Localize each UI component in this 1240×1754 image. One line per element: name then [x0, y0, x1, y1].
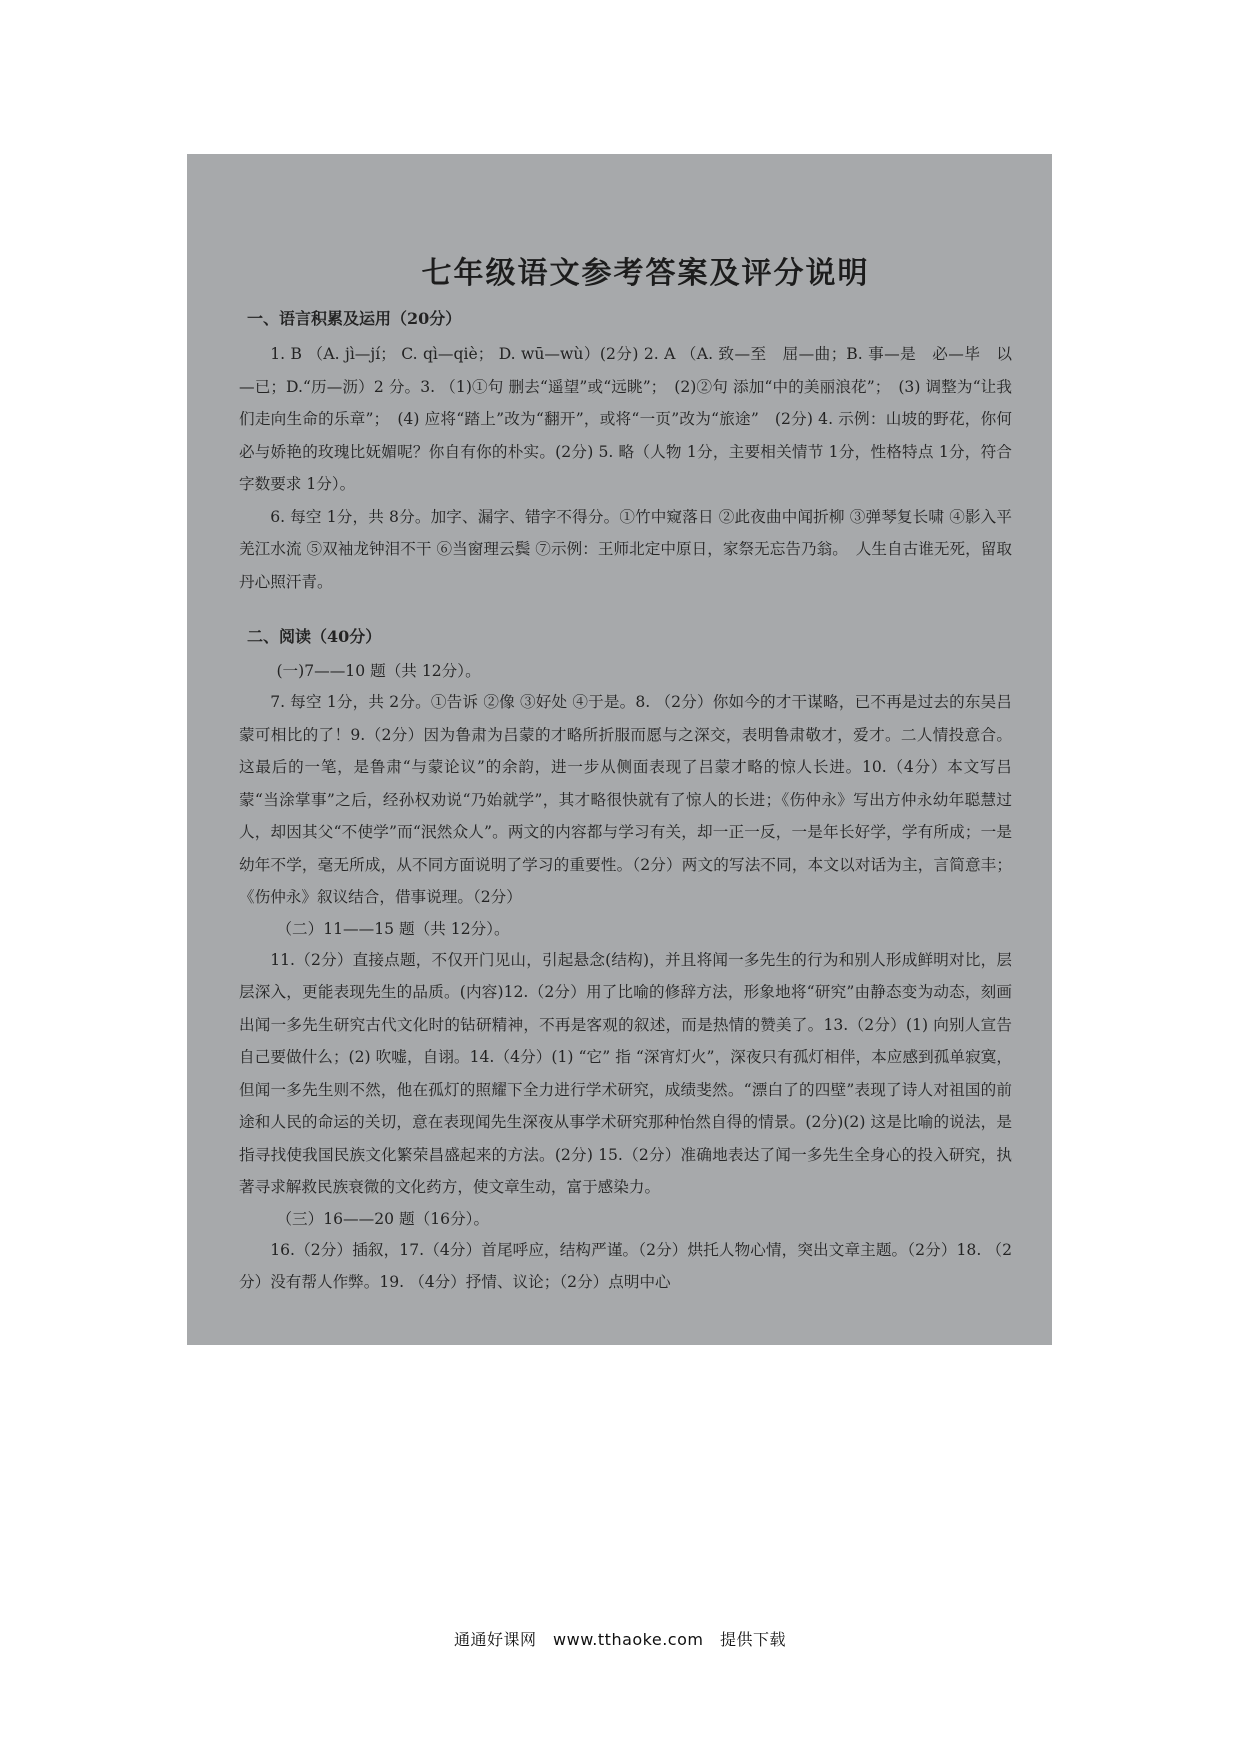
subsection-heading-3: （三）16——20 题（16分）。	[276, 1209, 490, 1228]
answer-paragraph-7-10: 7. 每空 1分，共 2分。①告诉 ②像 ③好处 ④于是。8. （2分）你如今的才干谋略，已不再是过去的东吴吕蒙可相比的了！9.（2分）因为鲁肃为吕蒙的才略所折服而愿与之深交，表明鲁肃敬才，爱才。二人情投意合。这最后的一笔，是鲁肃“与蒙论议”的余韵，进一步从侧面表现了吕蒙才略的惊人长进。10.（4分）本文写吕蒙“当涂掌事”之后，经孙权劝说“乃始就学”，其才略很快就有了惊人的长进；《伤仲永》写出方仲永幼年聪慧过人，却因其父“不使学”而“泯然众人”。两文的内容都与学习有关，却一正一反，一是年长好学，学有所成；一是幼年不学，毫无所成，从不同方面说明了学习的重要性。（2分）两文的写法不同，本文以对话为主，言简意丰；《伤仲永》叙议结合，借事说理。（2分）	[239, 693, 1012, 906]
subsection-heading-1: (一)7——10 题（共 12分）。	[276, 662, 481, 680]
section-heading-reading: 二、阅读（40分）	[247, 627, 382, 646]
answer-paragraph-11-15: 11.（2分）直接点题，不仅开门见山，引起悬念(结构)，并且将闻一多先生的行为和别人形成鲜明对比，层层深入，更能表现先生的品质。(内容)12.（2分）用了比喻的修辞方法，形象地将“研究”由静态变为动态，刻画出闻一多先生研究古代文化时的钻研精神，不再是客观的叙述，而是热情的赞美了。13.（2分）(1) 向别人宣告自己要做什么；(2) 吹嘘，自诩。14.（4分）(1) “它” 指 “深宵灯火”，深夜只有孤灯相伴，本应感到孤单寂寞，但闻一多先生则不然，他在孤灯的照耀下全力进行学术研究，成绩斐然。“漂白了的四壁”表现了诗人对祖国的前途和人民的命运的关切，意在表现闻先生深夜从事学术研究那种怡然自得的情景。(2分)(2) 这是比喻的说法，是指寻找使我国民族文化繁荣昌盛起来的方法。(2分) 15.（2分）准确地表达了闻一多先生全身心的投入研究，执著寻求解救民族衰微的文化药方，使文章生动，富于感染力。	[239, 950, 1012, 1196]
answer-paragraph-6: 6. 每空 1分，共 8分。加字、漏字、错字不得分。①竹中窥落日 ②此夜曲中闻折柳 ③弹琴复长啸 ④影入平羌江水流 ⑤双袖龙钟泪不干 ⑥当窗理云鬓 ⑦示例：王师北定中原日，家祭无忘告乃翁。 人生自古谁无死，留取丹心照汗青。	[239, 507, 1012, 591]
section-heading-language: 一、语言积累及运用（20分）	[247, 309, 462, 328]
subsection-heading-2: （二）11——15 题（共 12分）。	[276, 919, 510, 938]
download-footer: 通通好课网 www.tthaoke.com 提供下载	[454, 1630, 786, 1649]
answer-paragraph-1-5: 1. B （A. jì—jí； C. qì—qiè； D. wū—wù）(2分) 2. A （A. 致—至 屈—曲；B. 事—是 必—毕 以—已；D.“历—沥）2 分。3. （1)①句 删去“遥望”或“远眺”； (2)②句 添加“中的美丽浪花”； (3) 调整为“让我们走向生命的乐章”； (4) 应将“踏上”改为“翻开”，或将“一页”改为“旅途” (2分) 4. 示例：山坡的野花，你何必与娇艳的玫瑰比妩媚呢？你自有你的朴实。(2分) 5. 略（人物 1分，主要相关情节 1分，性格特点 1分，符合字数要求 1分）。	[239, 345, 1012, 493]
answer-paragraph-16-19: 16.（2分）插叙，17.（4分）首尾呼应，结构严谨。（2分）烘托人物心情，突出文章主题。（2分）18. （2分）没有帮人作弊。19. （4分）抒情、议论；（2分）点明中心	[239, 1240, 1012, 1291]
document-title: 七年级语文参考答案及评分说明	[421, 256, 870, 291]
scanned-answer-sheet	[187, 154, 1052, 1345]
